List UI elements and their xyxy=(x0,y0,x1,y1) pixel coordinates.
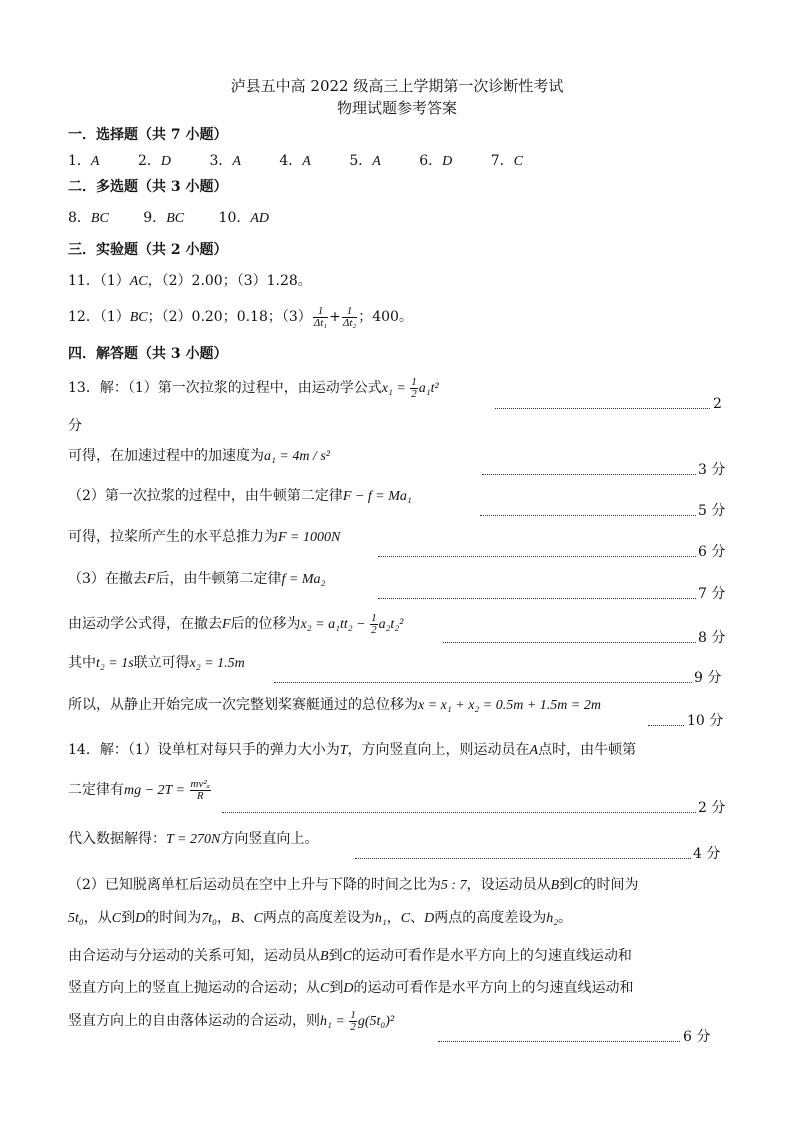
answer-12 xyxy=(68,303,413,332)
q12-label: 12．（1） xyxy=(68,309,130,325)
choice-answers xyxy=(68,151,523,172)
fraction xyxy=(349,1010,357,1033)
numerator: 1 xyxy=(350,1008,356,1021)
dotted-leader xyxy=(495,408,710,409)
text: ， xyxy=(386,910,401,926)
text: 到 xyxy=(121,910,136,926)
variable: C xyxy=(111,911,122,926)
text: 。 xyxy=(558,910,573,926)
text: 代入数据解得： xyxy=(68,831,166,847)
variable: C xyxy=(400,911,411,926)
formula: a₁ = 4m / s² xyxy=(264,449,330,464)
text: 由合运动与分运动的关系可知，运动员从 xyxy=(68,948,320,964)
formula: x₁ = xyxy=(381,381,410,396)
variable: A xyxy=(529,743,539,758)
fraction xyxy=(313,306,328,329)
q14-line-1 xyxy=(68,740,636,761)
text: 到 xyxy=(329,980,344,996)
variable: B xyxy=(231,911,240,926)
answer: C xyxy=(513,154,524,169)
dotted-leader xyxy=(222,812,696,813)
text: 后的位移为 xyxy=(230,616,301,632)
answer: D xyxy=(160,154,171,169)
denominator: 2 xyxy=(350,1020,356,1033)
text: 的时间为 xyxy=(582,877,639,893)
formula: x₂ = 1.5m xyxy=(189,656,245,671)
q11-rest: ，（2）2.00；（3）1.28。 xyxy=(147,273,312,289)
denominator: R xyxy=(196,789,204,802)
formula: 5t₀ xyxy=(68,911,84,926)
dotted-leader xyxy=(443,642,696,643)
fraction xyxy=(190,779,211,802)
fraction xyxy=(342,306,357,329)
numerator: mv²ₐ xyxy=(190,777,210,790)
score: 7 分 xyxy=(698,586,726,602)
q13-line-8 xyxy=(68,695,601,716)
text: 联立可得 xyxy=(133,655,190,671)
q12-end: ；400。 xyxy=(358,309,413,325)
q-num: 4． xyxy=(279,153,303,169)
formula: h₁ xyxy=(374,911,387,926)
q-num: 8． xyxy=(68,210,91,226)
text: 竖直方向上的竖直上抛运动的合运动；从 xyxy=(68,980,320,996)
score: 4 分 xyxy=(693,846,721,862)
text: 两点的高度差设为 xyxy=(262,910,375,926)
document-subtitle: 物理试题参考答案 xyxy=(336,99,457,117)
text: 、 xyxy=(410,910,425,926)
variable: B xyxy=(320,949,329,964)
answer: A xyxy=(302,154,311,169)
dotted-leader xyxy=(480,515,696,516)
variable: F xyxy=(146,572,156,587)
dotted-leader xyxy=(438,1041,680,1042)
q-num: 2． xyxy=(137,153,161,169)
formula: T = 270N xyxy=(166,832,221,847)
numerator: 1 xyxy=(371,611,377,624)
score: 10 分 xyxy=(687,713,724,729)
q13-line-1 xyxy=(68,376,439,401)
text: ，从 xyxy=(83,910,112,926)
text: （2）第一次拉浆的过程中，由牛顿第二定律 xyxy=(68,488,343,504)
score-unit: 分 xyxy=(68,418,82,434)
answer: A xyxy=(232,154,241,169)
dotted-leader xyxy=(648,725,684,726)
variable: C xyxy=(573,878,583,893)
q14-line-6 xyxy=(68,946,632,967)
text: 后，由牛顿第二定律 xyxy=(155,571,282,587)
answer: BC xyxy=(90,211,109,226)
text: 由运动学公式得，在撤去 xyxy=(68,616,222,632)
formula: f = Ma₂ xyxy=(281,572,326,587)
section-heading-solve: 四．解答题（共 3 小题） xyxy=(68,346,228,362)
section-heading-choice: 一．选择题（共 7 小题） xyxy=(68,127,228,143)
text: 的时间为 xyxy=(145,910,202,926)
text: 13．解：（1）第一次拉浆的过程中，由运动学公式 xyxy=(68,380,382,396)
text: ，方向竖直向上，则运动员在 xyxy=(347,742,530,758)
formula: F − f = Ma₁ xyxy=(342,489,412,504)
text: 可得，在加速过程中的加速度为 xyxy=(68,448,264,464)
score: 2 分 xyxy=(698,800,726,816)
formula: F = 1000N xyxy=(278,530,341,545)
q11-answer: AC xyxy=(129,274,148,289)
score: 6 分 xyxy=(698,544,726,560)
variable: D xyxy=(135,911,146,926)
q14-line-3 xyxy=(68,829,318,850)
text: 的运动可看作是水平方向上的匀速直线运动和 xyxy=(351,948,632,964)
q-num: 1． xyxy=(68,153,91,169)
dotted-leader xyxy=(274,682,692,683)
denominator: 2 xyxy=(371,623,377,636)
text: 点时，由牛顿第 xyxy=(538,742,637,758)
q13-line-4 xyxy=(68,527,340,548)
score: 9 分 xyxy=(694,670,722,686)
variable: D xyxy=(343,981,354,996)
multi-answers xyxy=(68,208,269,229)
formula: mg − 2T = xyxy=(124,783,189,798)
denominator: 2 xyxy=(411,387,417,400)
q-num: 7． xyxy=(490,153,514,169)
variable: C xyxy=(342,949,352,964)
score: 3 分 xyxy=(698,462,726,478)
formula: t₂ = 1s xyxy=(96,656,134,671)
q13-line-7 xyxy=(68,653,245,674)
text: 方向竖直向上。 xyxy=(220,831,319,847)
formula: 7t₀ xyxy=(201,911,217,926)
q14-line-4 xyxy=(68,875,638,896)
q14-line-7 xyxy=(68,978,633,999)
document-title: 泸县五中高 2022 级高三上学期第一次诊断性考试 xyxy=(230,77,564,95)
variable: B xyxy=(550,878,560,893)
q14-line-2 xyxy=(68,776,212,805)
text: 其中 xyxy=(68,655,96,671)
formula: 5 : 7 xyxy=(440,878,467,893)
q13-line-6 xyxy=(68,612,403,637)
q-num: 3． xyxy=(209,153,233,169)
text: ，设运动员从 xyxy=(466,877,551,893)
answer: D xyxy=(442,154,453,169)
text: 所以，从静止开始完成一次完整划桨赛艇通过的总位移为 xyxy=(68,697,418,713)
numerator: 1 xyxy=(313,306,328,318)
formula: a₂t₂² xyxy=(378,617,404,632)
text: （3）在撤去 xyxy=(68,571,147,587)
formula: x₂ = a₁tt₂ − xyxy=(300,617,370,632)
q12-answer: BC xyxy=(129,310,148,325)
formula: x = x₁ + x₂ = 0.5m + 1.5m = 2m xyxy=(418,698,601,713)
answer: BC xyxy=(166,211,185,226)
text: 可得，拉桨所产生的水平总推力为 xyxy=(68,529,278,545)
text: （2）已知脱离单杠后运动员在空中上升与下降的时间之比为 xyxy=(68,877,441,893)
denominator: Δt₂ xyxy=(342,316,357,329)
formula: g(5t₀)² xyxy=(357,1014,395,1029)
section-heading-exp: 三．实验题（共 2 小题） xyxy=(68,242,228,258)
fraction xyxy=(370,613,378,636)
formula: h₁ = xyxy=(320,1014,349,1029)
answer: A xyxy=(90,154,100,169)
dotted-leader xyxy=(378,556,696,557)
q-num: 9． xyxy=(143,210,167,226)
dotted-leader xyxy=(482,474,696,475)
text: 两点的高度差设为 xyxy=(434,910,547,926)
text: 二定律有 xyxy=(68,782,124,798)
text: 、 xyxy=(239,910,254,926)
variable: D xyxy=(424,911,435,926)
formula: h₂ xyxy=(546,911,559,926)
text: ， xyxy=(217,910,231,926)
answer-11 xyxy=(68,271,312,292)
score: 8 分 xyxy=(698,630,726,646)
numerator: 1 xyxy=(342,306,357,318)
variable: C xyxy=(320,981,330,996)
plus-sign: + xyxy=(329,309,341,325)
q14-line-8 xyxy=(68,1008,394,1035)
answer: A xyxy=(372,154,381,169)
section-heading-multi: 二．多选题（共 3 小题） xyxy=(68,179,228,195)
dotted-leader xyxy=(378,598,696,599)
text: 竖直方向上的自由落体运动的合运动，则 xyxy=(68,1013,320,1029)
q11-label: 11．（1） xyxy=(68,273,130,289)
variable: T xyxy=(339,743,348,758)
q14-line-5 xyxy=(68,908,572,929)
dotted-leader xyxy=(355,858,691,859)
score: 5 分 xyxy=(698,503,726,519)
text: 到 xyxy=(328,948,343,964)
score: 6 分 xyxy=(683,1029,711,1045)
text: 14．解：（1）设单杠对每只手的弹力大小为 xyxy=(68,742,340,758)
numerator: 1 xyxy=(411,375,417,388)
answer: AD xyxy=(250,211,270,226)
q13-line-3 xyxy=(68,486,412,507)
denominator: Δt₁ xyxy=(313,316,328,329)
fraction xyxy=(410,377,418,400)
q13-line-5 xyxy=(68,569,325,590)
text: 的运动可看作是水平方向上的匀速直线运动和 xyxy=(353,980,634,996)
q12-rest: ；（2）0.20；0.18；（3） xyxy=(147,309,312,325)
q13-line-2 xyxy=(68,446,330,467)
q-num: 6． xyxy=(419,153,443,169)
q-num: 5． xyxy=(349,153,373,169)
q-num: 10． xyxy=(218,210,251,226)
variable: C xyxy=(253,911,263,926)
score: 2 xyxy=(713,396,722,412)
variable: F xyxy=(222,617,231,632)
formula: a₁t² xyxy=(418,381,439,396)
text: 到 xyxy=(559,877,574,893)
